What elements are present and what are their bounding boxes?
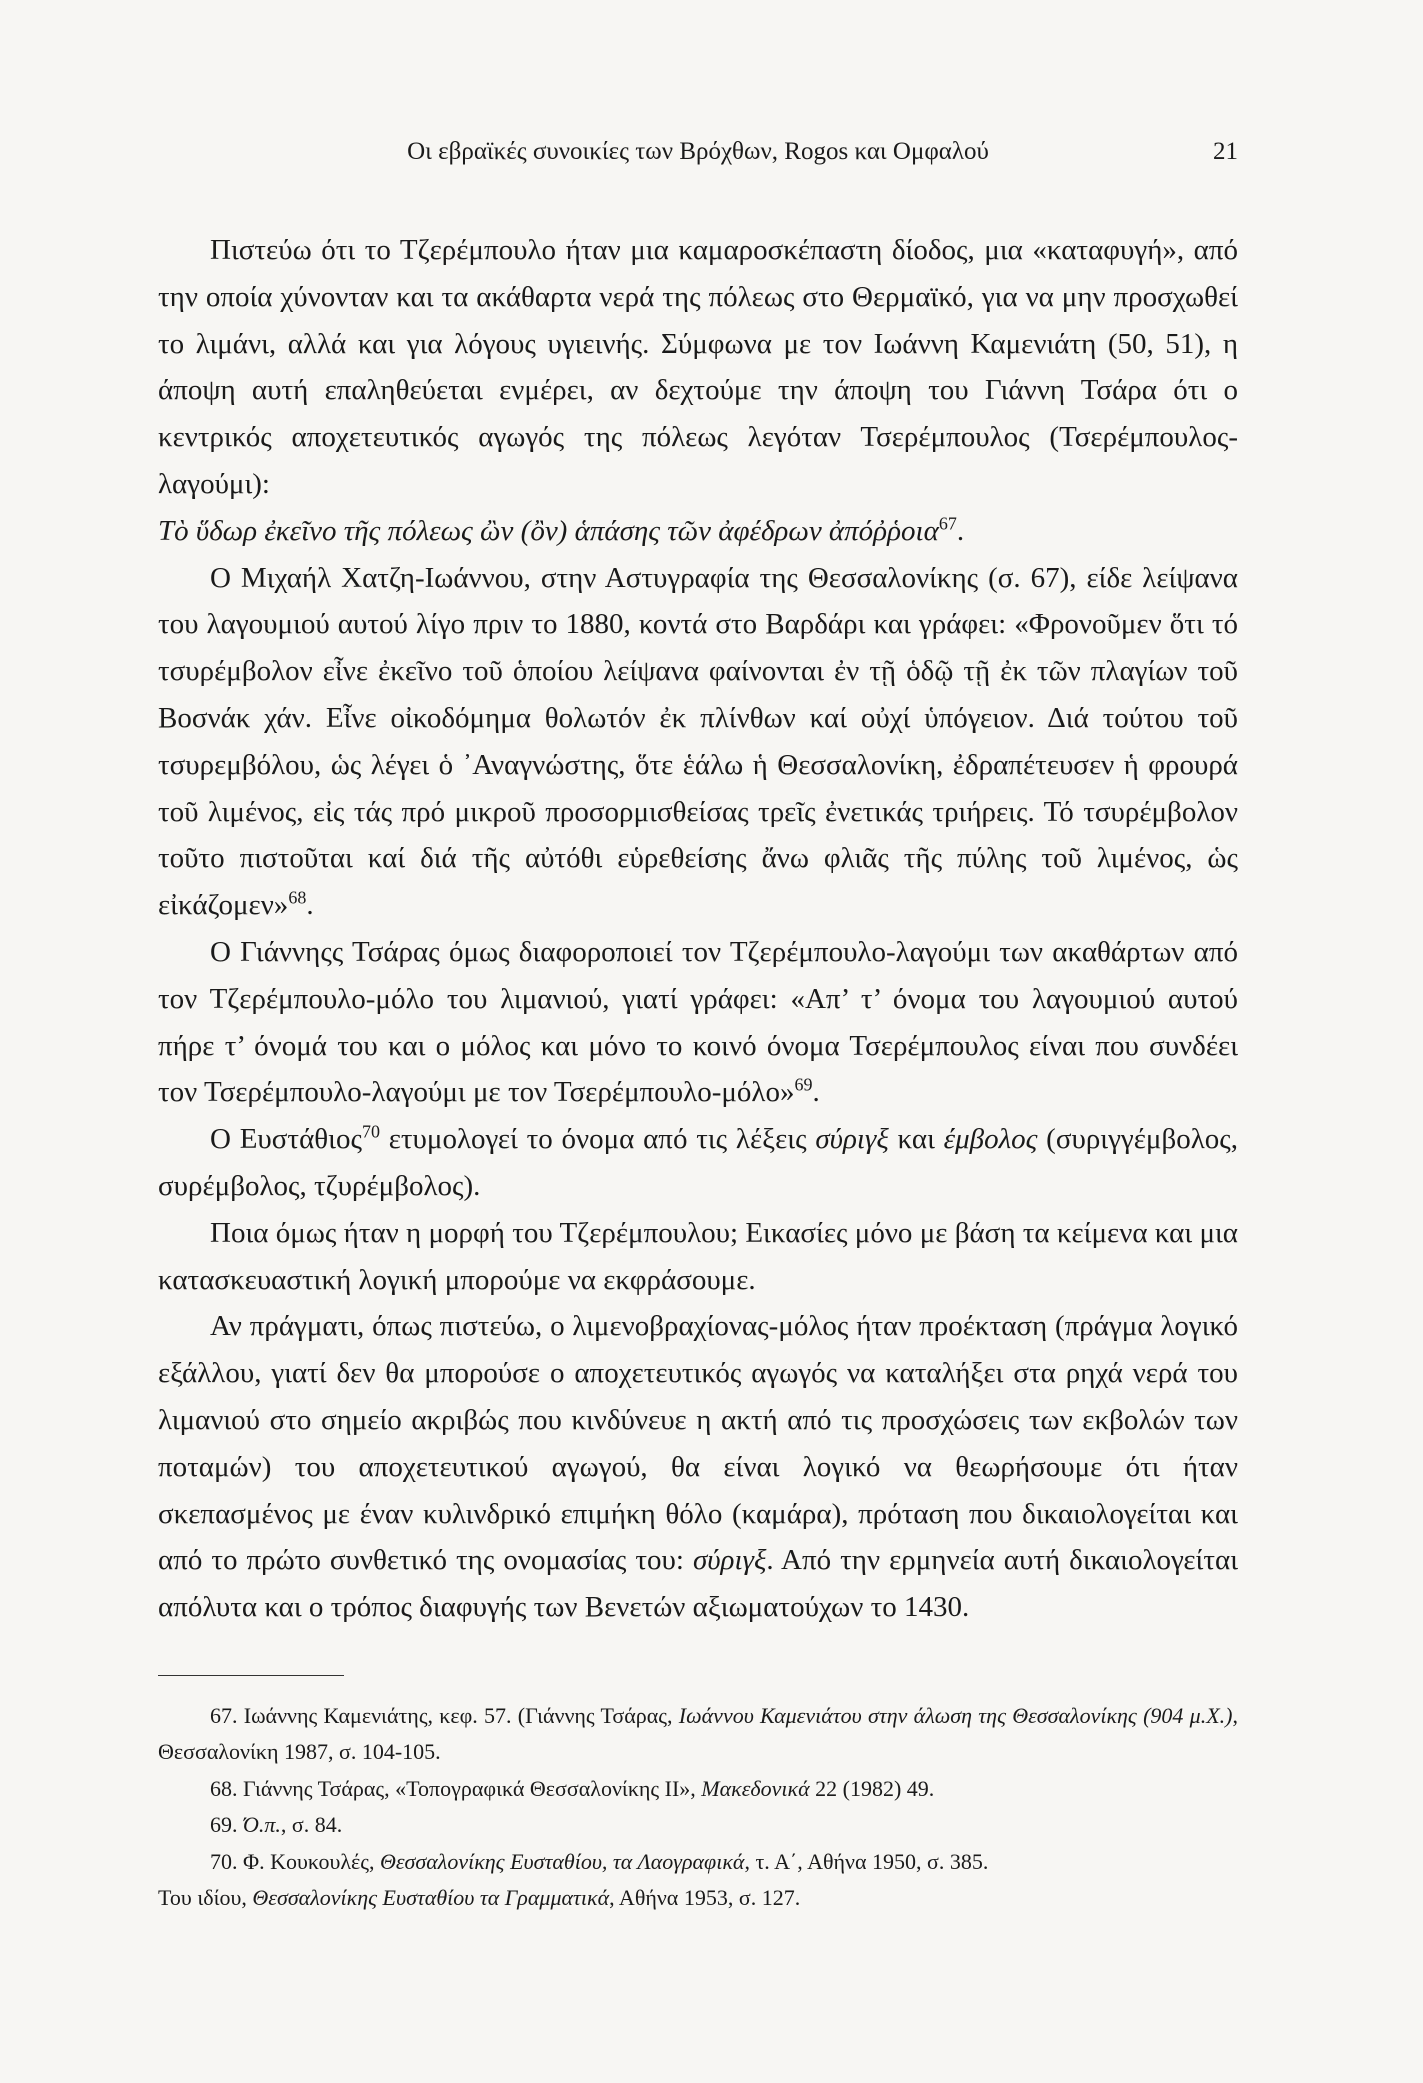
footnotes: [158, 1698, 1238, 1917]
footnote-ref-67[interactable]: 67: [938, 513, 957, 534]
body-text: [158, 227, 1238, 1631]
paragraph-text: . Από την ερμηνεία αυτή δικαιολογείται απόλυτα και ο τρόπος διαφυγής των Βενετών αξιωματούχων το 1430.: [158, 1544, 1238, 1624]
footnote-text: , τ. Α΄, Αθήνα 1950, σ. 385.: [744, 1848, 989, 1874]
paragraph-text: (συριγγέμβολος, συρέμβολος, τζυρέμβολος).: [158, 1123, 1239, 1202]
footnote-70-continued: [158, 1880, 1238, 1917]
paragraph-text: Αν πράγματι, όπως πιστεύω, ο λιμενοβραχίονας-μόλος ήταν προέκταση (πράγμα λογικό εξάλλου, γιατί δεν θα μπορούσε ο αποχετευτικός αγωγός να καταλήξει στα ρηχά νερά του λιμανιού στο σημείο ακριβώς που κινδύνευε η ακτή από τις προσχώσεις των εκβολών των ποταμών) του αποχετευτικού αγωγού, θα είναι λογικό να θεωρήσουμε ότι ήταν σκεπασμένος με έναν κυλινδρικό επιμήκη θόλο (καμάρα), πρόταση που δικαιολογείται και από το πρώτο συνθετικό της ονομασίας του:: [158, 1310, 1238, 1577]
footnote-text: 70. Φ. Κουκουλές,: [210, 1848, 380, 1874]
footnote-italic: Θεσσαλονίκης Ευσταθίου τα Γραμματικά: [252, 1885, 610, 1911]
footnote-67: [158, 1698, 1238, 1771]
footnote-text: 67. Ιωάννης Καμενιάτης, κεφ. 57. (Γιάννης Τσάρας,: [210, 1702, 679, 1728]
paragraph-6: [158, 1303, 1238, 1631]
footnote-text: 69.: [210, 1812, 243, 1838]
paragraph-2: [158, 555, 1238, 929]
footnote-ref-70[interactable]: 70: [361, 1121, 380, 1142]
footnote-69: [158, 1807, 1238, 1844]
paragraph-text: Πιστεύω ότι το Τζερέμπουλο ήταν μια καμαροσκέπαστη δίοδος, μια «καταφυγή», από την οποία χύνονταν και τα ακάθαρτα νερά της πόλεως στο Θερμαϊκό, για να μην προσχωθεί το λιμάνι, αλλά και για λόγους υγιεινής. Σύμφωνα με τον Ιωάννη Καμενιάτη (50, 51), η άποψη αυτή επαληθεύεται ενμέρει, αν δεχτούμε την άποψη του Γιάννη Τσάρα ότι ο κεντρικός αποχετευτικός αγωγός της πόλεως λεγόταν Τσερέμπουλος (Τσερέμπουλος-λαγούμι):: [158, 234, 1238, 500]
running-title: Οι εβραϊκές συνοικίες των Βρόχθων, Rogos και Ομφαλού: [407, 138, 989, 165]
footnote-divider: [158, 1675, 344, 1676]
footnote-italic: Ό.π.: [243, 1812, 281, 1838]
paragraph-text: Ο Μιχαήλ Χατζη-Ιωάννου, στην Αστυγραφία της Θεσσαλονίκης (σ. 67), είδε λείψανα του λαγουμιού αυτού λίγο πριν το 1880, κοντά στο Βαρδάρι και γράφει: «Φρονοῦμεν ὅτι τό τσυρέμβολον εἶνε ἐκεῖνο τοῦ ὁποίου λείψανα φαίνονται ἐν τῇ ὁδῷ τῇ ἐκ τῶν πλαγίων τοῦ Βοσνάκ χάν. Εἶνε οἰκοδόμημα θολωτόν ἐκ πλίνθων καί οὐχί ὑπόγειον. Διά τούτου τοῦ τσυρεμβόλου, ὡς λέγει ὁ ᾿Αναγνώστης, ὅτε ἑάλω ἡ Θεσσαλονίκη, ἐδραπέτευσεν ἡ φρουρά τοῦ λιμένος, εἰς τάς πρό μικροῦ προσορμισθείσας τρεῖς ἐνετικάς τριήρεις. Τό τσυρέμβολον τοῦτο πιστοῦται καί διά τῆς αὐτόθι εὑρεθείσης ἄνω φλιᾶς τῆς πύλης τοῦ λιμένος, ὡς εἰκάζομεν»: [158, 561, 1238, 922]
paragraph-1: [158, 227, 1238, 555]
paragraph-text: Ο Ευστάθιος: [210, 1123, 362, 1156]
document-page: [158, 132, 1238, 1917]
paragraph-text: Ποια όμως ήταν η μορφή του Τζερέμπουλου; Εικασίες μόνο με βάση τα κείμενα και μια κατασκευαστική λογική μπορούμε να εκφράσουμε.: [158, 1216, 1238, 1296]
running-head: [158, 132, 1238, 172]
paragraph-text: .: [306, 889, 314, 922]
footnote-68: [158, 1771, 1238, 1808]
italic-term: σύριγξ: [815, 1123, 889, 1156]
paragraph-text: και: [888, 1123, 944, 1156]
footnote-text: Του ιδίου,: [158, 1885, 253, 1911]
footnote-ref-69[interactable]: 69: [794, 1074, 813, 1095]
paragraph-text: .: [812, 1076, 820, 1109]
italic-term: έμβολος: [943, 1123, 1038, 1156]
footnote-text: , Αθήνα 1953, σ. 127.: [609, 1885, 801, 1911]
italic-term: σύριγξ: [692, 1544, 767, 1577]
footnote-text: 22 (1982) 49.: [809, 1775, 935, 1801]
footnote-text: 68. Γιάννης Τσάρας, «Τοπογραφικά Θεσσαλονίκης ΙΙ»,: [210, 1775, 702, 1801]
paragraph-text: Ο Γιάννηςς Τσάρας όμως διαφοροποιεί τον Τζερέμπουλο-λαγούμι των ακαθάρτων από τον Τζερέμπουλο-μόλο του λιμανιού, γιατί γράφει: «Απ’ τ’ όνομα του λαγουμιού αυτού πήρε τ’ όνομά του και ο μόλος και μόνο το κοινό όνομα Τσερέμπουλος είναι που συνδέει τον Τσερέμπουλο-λαγούμι με τον Τσερέμπουλο-μόλο»: [158, 935, 1238, 1109]
paragraph-5: [158, 1210, 1238, 1304]
footnote-italic: Μακεδονικά: [701, 1775, 810, 1801]
page-number: 21: [1213, 138, 1238, 165]
greek-quote: Τὸ ὕδωρ ἐκεῖνο τῆς πόλεως ὢν (ὂν) ἁπάσης τῶν ἀφέδρων ἀπόῤῥοια: [158, 514, 939, 547]
footnote-ref-68[interactable]: 68: [288, 887, 307, 908]
paragraph-text: .: [956, 514, 965, 547]
paragraph-3: [158, 929, 1238, 1116]
footnote-text: , σ. 84.: [280, 1812, 343, 1838]
footnote-text: , Θεσσαλονίκη 1987, σ. 104-105.: [158, 1702, 1238, 1765]
footnote-italic: Ιωάννου Καμενιάτου στην άλωση της Θεσσαλονίκης (904 μ.Χ.): [678, 1702, 1233, 1728]
footnote-70: [158, 1844, 1238, 1881]
paragraph-text: ετυμολογεί το όνομα από τις λέξεις: [379, 1123, 816, 1156]
paragraph-4: [158, 1116, 1238, 1210]
footnote-italic: Θεσσαλονίκης Ευσταθίου, τα Λαογραφικά: [379, 1848, 745, 1874]
